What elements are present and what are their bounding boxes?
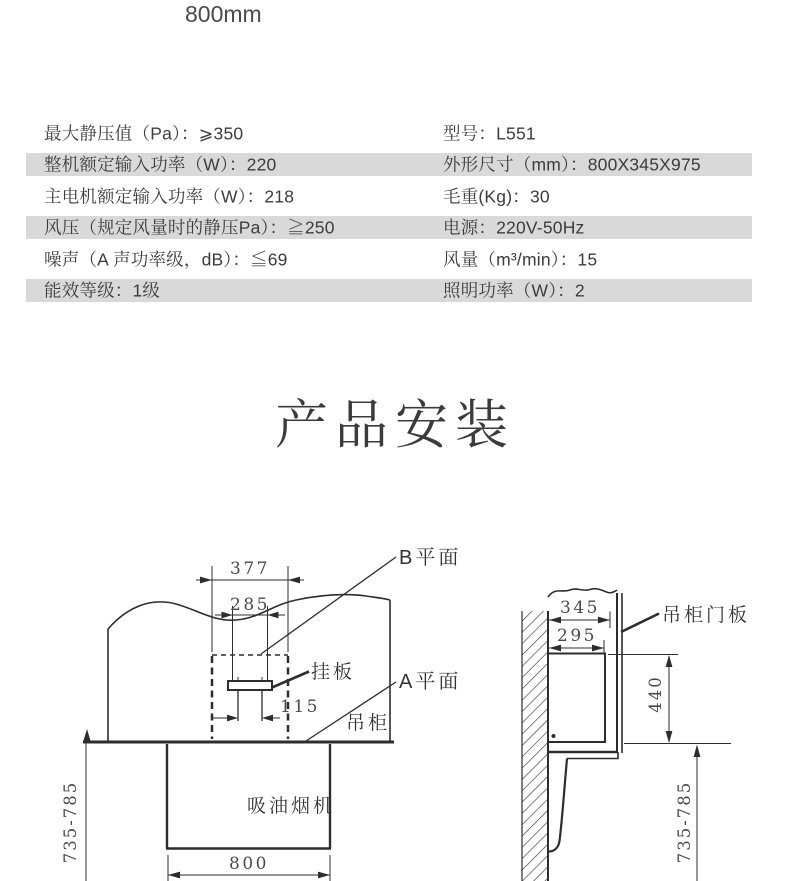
hanging-plate-label: 挂板 <box>311 662 356 683</box>
b-plane-callout <box>261 546 461 654</box>
side-view <box>522 589 750 881</box>
dimension-115 <box>212 697 320 721</box>
spec-right: 毛重(Kg)：30 <box>443 186 550 207</box>
section-title: 产品安装 <box>275 396 515 455</box>
spec-right: 型号：L551 <box>443 123 536 144</box>
dimension-height-left <box>61 729 91 881</box>
spec-left: 最大静压值（Pa）：⩾350 <box>44 123 244 144</box>
width-label: 800mm <box>185 1 262 27</box>
spec-row <box>26 117 752 149</box>
hood-label: 吸油烟机 <box>246 796 336 817</box>
dim-height-left-label: 735-785 <box>61 780 80 864</box>
spec-left: 主电机额定输入功率（W）：218 <box>44 186 295 207</box>
dimension-295 <box>549 626 604 654</box>
cabinet-label: 吊柜 <box>346 713 391 734</box>
hanging-plate-callout <box>272 661 355 688</box>
hanging-plate <box>228 677 272 721</box>
spec-row <box>26 275 752 307</box>
dim-345-label: 345 <box>560 598 600 618</box>
spec-right: 风量（m³/min）：15 <box>443 249 598 270</box>
cabinet-door-callout <box>621 604 750 632</box>
spec-left: 噪声（A 声功率级，dB）：≦69 <box>44 249 288 270</box>
dimension-345 <box>549 598 610 628</box>
spec-right: 电源：220V-50Hz <box>443 217 585 238</box>
hood-side-profile <box>549 752 618 852</box>
screw-dot <box>552 734 556 738</box>
a-plane-label: A平面 <box>399 671 462 693</box>
dim-115-label: 115 <box>280 697 320 717</box>
dim-440-label: 440 <box>646 675 665 713</box>
cabinet-side-box <box>549 654 605 743</box>
dimension-800 <box>168 854 330 881</box>
dim-800-label: 800 <box>229 854 269 874</box>
dim-377-label: 377 <box>230 559 270 579</box>
wall-hatch <box>522 611 548 881</box>
installation-diagram <box>0 520 790 881</box>
dimension-height-right <box>675 745 700 881</box>
spec-left: 能效等级：1级 <box>44 280 161 301</box>
hood-box <box>166 744 335 849</box>
spec-left: 整机额定输入功率（W）：220 <box>44 154 277 175</box>
dim-height-right-label: 735-785 <box>675 780 694 864</box>
cabinet-door-label: 吊柜门板 <box>662 605 751 626</box>
spec-row <box>26 180 752 212</box>
spec-table <box>0 117 790 306</box>
spec-right: 外形尺寸（mm）：800X345X975 <box>443 154 701 175</box>
front-view <box>61 546 461 881</box>
spec-row <box>26 212 752 244</box>
spec-left: 风压（规定风量时的静压Pa）：≧250 <box>44 217 335 238</box>
dimension-440 <box>608 655 731 744</box>
spec-row <box>26 243 752 275</box>
dim-295-label: 295 <box>557 626 597 646</box>
spec-row <box>26 149 752 181</box>
cabinet-door-panel <box>617 593 622 753</box>
b-plane-label: B平面 <box>399 547 462 569</box>
cabinet-break-line <box>548 589 617 597</box>
mounting-cutout-dashed <box>212 655 288 739</box>
spec-right: 照明功率（W）：2 <box>443 280 585 301</box>
dim-285-label: 285 <box>230 595 270 615</box>
